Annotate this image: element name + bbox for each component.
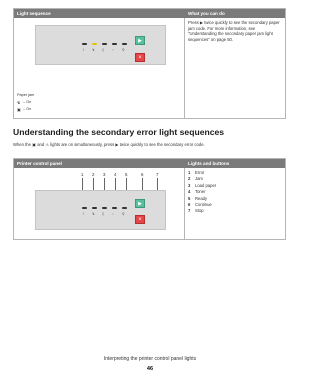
error-light: [82, 43, 87, 45]
list-item: 1 Error: [188, 170, 205, 175]
continue-button[interactable]: ▶: [135, 199, 145, 208]
table-header: [14, 159, 285, 168]
callout-4: 4: [114, 172, 117, 177]
load-paper-light: [102, 207, 107, 209]
legend-box-icon: ▣: [17, 108, 21, 112]
list-item: 3 Load paper: [188, 182, 217, 188]
page-number: 46: [146, 366, 154, 372]
table-header: [14, 9, 285, 18]
toner-light: [112, 43, 117, 45]
ready-light: [122, 207, 127, 209]
control-panel-diagram-cell: [14, 168, 185, 239]
page-footer-title: Interpreting the printer control panel lights: [103, 356, 197, 362]
section-heading: Understanding the secondary error light sequences: [13, 127, 225, 137]
header-lights-and-buttons: Lights and buttons: [188, 161, 230, 166]
caption-paper-jam: Paper jam: [17, 93, 35, 97]
continue-button[interactable]: ▶: [135, 36, 145, 45]
ready-icon: ⚲: [122, 48, 125, 52]
jam-light: [92, 207, 97, 209]
load-paper-light: [102, 43, 107, 45]
lights-and-buttons-list: [185, 168, 285, 239]
list-item: 6 Continue: [188, 202, 212, 208]
list-item: 5 Ready: [188, 195, 208, 201]
what-you-can-do-cell: Press ▶ twice quickly to see the secondary paper jam code. For more information, see "Understanding the secondary paper jam light sequences" on page 50.: [188, 20, 280, 42]
control-panel-image: [35, 25, 166, 65]
callout-7: 7: [156, 172, 159, 177]
list-item: 4 Toner: [188, 189, 206, 195]
error-icon: !: [83, 48, 84, 52]
load-paper-icon: ▯: [102, 48, 104, 52]
jam-icon: ↯: [92, 48, 96, 52]
stop-button[interactable]: ×: [135, 53, 145, 62]
control-panel-image: [35, 190, 166, 230]
stop-button[interactable]: ×: [135, 215, 145, 224]
toner-icon: ◌: [112, 48, 115, 52]
callout-2: 2: [92, 172, 95, 177]
toner-light: [112, 207, 117, 209]
error-icon: !: [83, 212, 84, 216]
callout-1: 1: [81, 172, 84, 177]
legend-jam-icon: ↯: [17, 101, 21, 105]
jam-light: [92, 43, 97, 45]
header-light-sequence: Light sequence: [17, 11, 51, 16]
list-item: 7 Stop: [188, 208, 204, 214]
error-light: [82, 207, 87, 209]
jam-icon: ↯: [92, 212, 96, 216]
legend-on-1: – On: [23, 100, 32, 104]
callout-3: 3: [103, 172, 106, 177]
list-item: 2 Jam: [188, 176, 203, 182]
printer-control-panel-table: [13, 158, 286, 240]
section-intro: When the ▣ and ⚠ lights are on simultaneously, press ▶ twice quickly to see the secondary error code.: [13, 142, 205, 147]
light-sequence-cell: [14, 18, 185, 118]
callout-5: 5: [125, 172, 128, 177]
light-sequence-table: [13, 8, 286, 119]
ready-icon: ⚲: [122, 212, 125, 216]
ready-light: [122, 43, 127, 45]
callout-6: 6: [141, 172, 144, 177]
load-paper-icon: ▯: [102, 212, 104, 216]
header-printer-control-panel: Printer control panel: [17, 161, 62, 166]
legend-on-2: – On: [23, 107, 32, 111]
header-what-you-can-do: What you can do: [188, 11, 225, 16]
toner-icon: ◌: [112, 212, 115, 216]
